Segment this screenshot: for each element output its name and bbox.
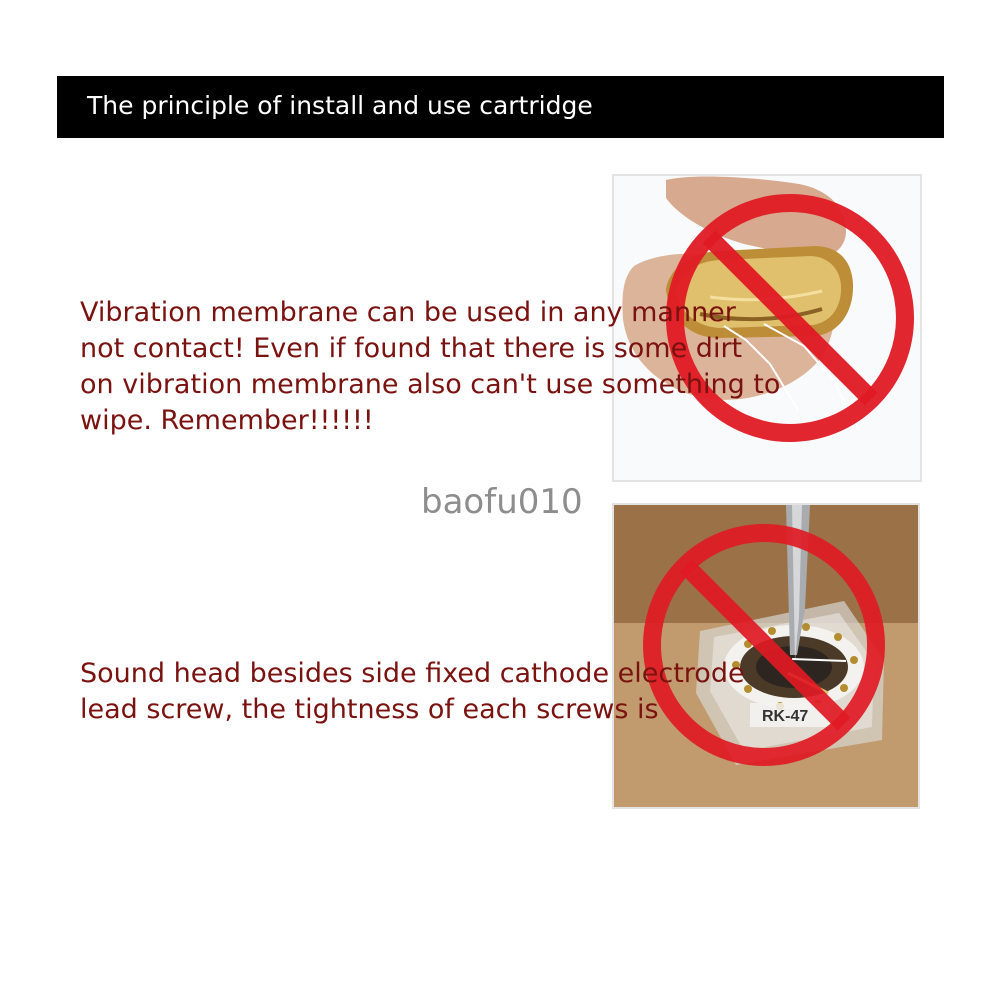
membrane-warning-line-2: not contact! Even if found that there is some dirt [80, 333, 743, 364]
membrane-warning-text [80, 295, 780, 439]
screw-note-line-1: Sound head besides side fixed cathode electrode [80, 658, 745, 689]
header-title: The principle of install and use cartridge [87, 91, 593, 120]
watermark: baofu010 [421, 482, 583, 522]
header-bar [57, 76, 944, 138]
membrane-warning-line-3: on vibration membrane also can't use something to [80, 369, 781, 400]
screw-note-line-2: lead screw, the tightness of each screws is [80, 694, 659, 725]
rk47-label: RK-47 [762, 708, 809, 725]
membrane-warning-line-1: Vibration membrane can be used in any manner [80, 297, 736, 328]
membrane-warning-line-4: wipe. Remember!!!!!! [80, 405, 374, 436]
screw-note-text [80, 656, 745, 728]
